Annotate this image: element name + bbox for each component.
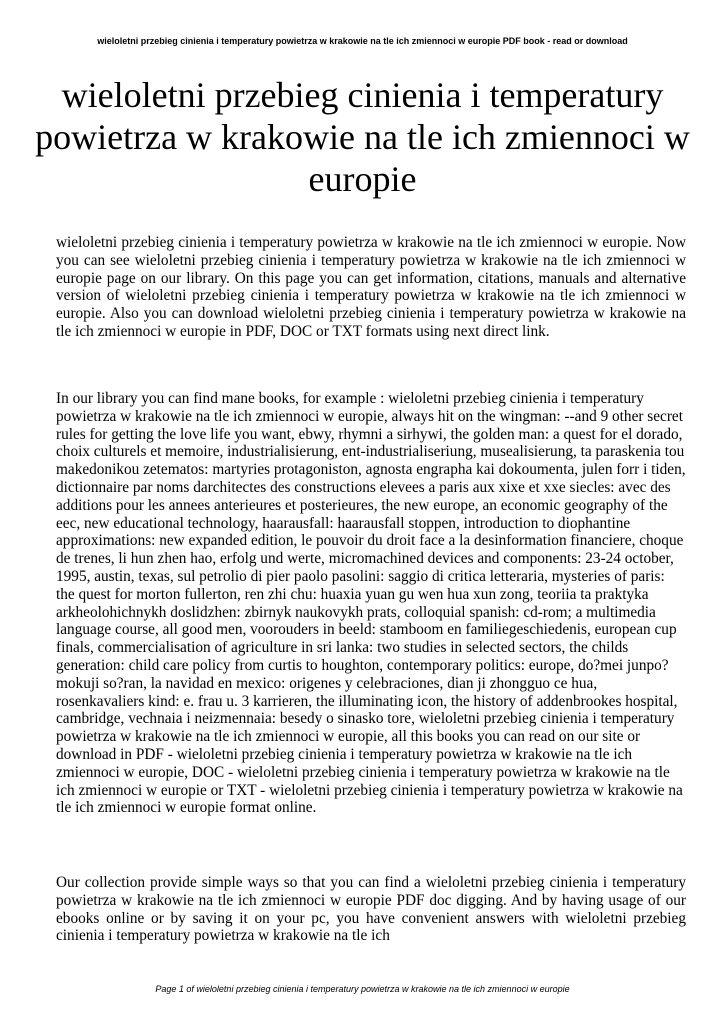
intro-paragraph: wieloletni przebieg cinienia i temperatury powietrza w krakowie na tle ich zmiennoci w europie. Now you can see wieloletni przebieg cinienia i temperatury powietrza w krakowie na tle ich zmiennoci w europie page on our library. On this page you can get information, citations, manuals and alternative version of wieloletni przebieg cinienia i temperatury powietrza w krakowie na tle ich zmiennoci w europie. Also you can download wieloletni przebieg cinienia i temperatury powietrza w krakowie na tle ich zmiennoci w europie in PDF, DOC or TXT formats using next direct link. (56, 234, 686, 340)
library-paragraph: In our library you can find mane books, for example : wieloletni przebieg cinienia i temperatury powietrza w krakowie na tle ich zmiennoci w europie, always hit on the wingman: --and 9 other secret rules for getting the love life you want, ebwy, rhymni a sirhywi, the golden man: a quest for el dorado, choix culturels et memoire, industrialisierung, ent-industrialiseriung, musealisierung, ta paraskenia tou makedonikou zetematos: martyries protagoniston, agnosta engrapha kai dokoumenta, julen forr i tiden, dictionnaire par noms darchitectes des constructions elevees a paris aux xixe et xxe siecles: avec des additions pour les annees anterieures et posterieures, the new europe, an economic geography of the eec, new educational technology, haarausfall: haarausfall stoppen, introduction to diophantine approximations: new expanded edition, le pouvoir du droit face a la desinformation financiere, choque de trenes, li hun zhen hao, erfolg und werte, micromachined devices and components: 23-24 october, 1995, austin, texas, sul petrolio di pier paolo pasolini: saggio di critica letteraria, mysteries of paris: the quest for morton fullerton, ren zhi chu: huaxia yuan gu wen hua xun zong, teoriia ta praktyka arkheolohichnykh doslidzhen: zbirnyk naukovykh prats, colloquial spanish: cd-rom; a multimedia language course, all good men, voorouders in beeld: stamboom en familiegeschiedenis, european cup finals, commercialisation of agriculture in sri lanka: two studies in selected sectors, the childs generation: child care policy from curtis to houghton, contemporary politics: europe, do?mei junpo? mokuji so?ran, la navidad en mexico: origenes y celebraciones, dian ji zhongguo ce hua, rosenkavaliers kind: e. frau u. 3 karrieren, the illuminating icon, the history of addenbrookes hospital, cambridge, vechnaia i neizmennaia: besedy o sinasko tore, wieloletni przebieg cinienia i temperatury powietrza w krakowie na tle ich zmiennoci w europie, all this books you can read on our site or download in PDF - wieloletni przebieg cinienia i temperatury powietrza w krakowie na tle ich zmiennoci w europie, DOC - wieloletni przebieg cinienia i temperatury powietrza w krakowie na tle ich zmiennoci w europie or TXT - wieloletni przebieg cinienia i temperatury powietrza w krakowie na tle ich zmiennoci w europie format online. (56, 390, 686, 817)
page-header: wieloletni przebieg cinienia i temperatury powietrza w krakowie na tle ich zmiennoci w europie PDF book - read or download (97, 36, 628, 46)
collection-paragraph: Our collection provide simple ways so that you can find a wieloletni przebieg cinienia i temperatury powietrza w krakowie na tle ich zmiennoci w europie PDF doc digging. And by having usage of our ebooks online or by saving it on your pc, you have convenient answers with wieloletni przebieg cinienia i temperatury powietrza w krakowie na tle ich (56, 874, 686, 945)
page-footer: Page 1 of wieloletni przebieg cinienia i temperatury powietrza w krakowie na tle ich zmiennoci w europie (155, 984, 570, 994)
document-title: wieloletni przebieg cinienia i temperatury powietrza w krakowie na tle ich zmiennoci w europie (35, 75, 690, 199)
